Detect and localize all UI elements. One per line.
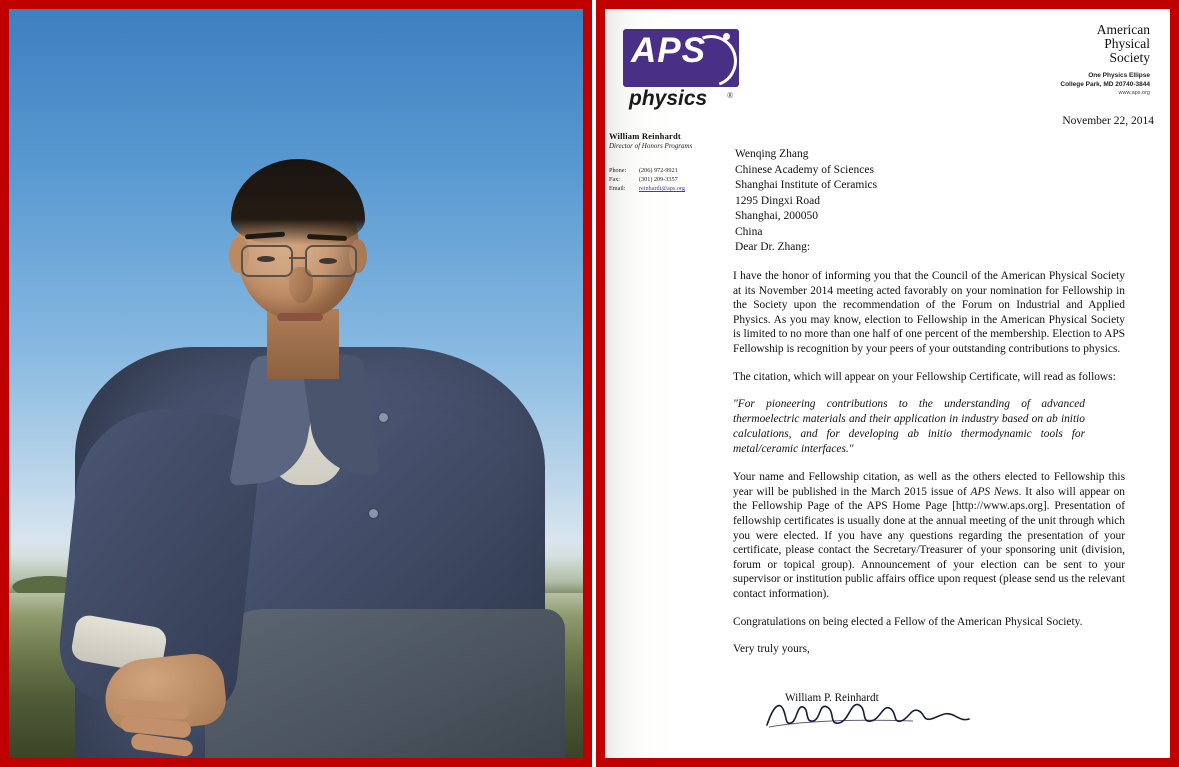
- org-address-line-1: One Physics Ellipse: [1088, 72, 1150, 79]
- person-figure: [9, 9, 583, 758]
- salutation: Dear Dr. Zhang:: [735, 241, 811, 253]
- paragraph-congratulations: Congratulations on being elected a Fellow of the American Physical Society.: [733, 615, 1083, 628]
- aps-letter-document: [605, 9, 1170, 758]
- aps-logo-badge: [623, 29, 739, 87]
- recipient-line-5: China: [735, 225, 763, 238]
- recipient-name: Wenqing Zhang: [735, 148, 809, 160]
- fellowship-citation: "For pioneering contributions to the understanding of advanced thermoelectric materials and their application in industry based on ab initio calculations, and for developing ab initio thermodynamic tools for metal/ceramic interfaces.": [733, 398, 1085, 456]
- letter-date: November 22, 2014: [1062, 115, 1154, 127]
- org-name-line-2: Physical: [1104, 36, 1150, 51]
- org-address-line-2: College Park, MD 20740-3844: [1060, 80, 1150, 88]
- glasses-bridge: [289, 257, 305, 259]
- recipient-line-4: Shanghai, 200050: [735, 210, 819, 222]
- lens-right: [305, 245, 357, 277]
- aps-logo-text: APS: [631, 31, 706, 70]
- aps-logo: [623, 29, 739, 115]
- signer-name: William P. Reinhardt: [785, 691, 879, 704]
- fax-label: Fax:: [609, 176, 621, 183]
- lens-left: [241, 245, 293, 277]
- signature-block: [733, 691, 1125, 737]
- paragraph-citation-intro: The citation, which will appear on your Fellowship Certificate, will read as follows:: [733, 370, 1116, 383]
- email-link[interactable]: reinhardt@aps.org: [639, 185, 685, 192]
- nose: [289, 267, 313, 303]
- portrait-photo: [9, 9, 583, 758]
- letter-body: [733, 269, 1125, 737]
- publication-part-1: Your name and Fellowship citation, as well as the others elected to Fellowship this year will be published in the March 2015 issue of: [733, 471, 1125, 498]
- aps-dot-icon: [723, 33, 730, 40]
- org-name-line-1: American: [1096, 22, 1150, 37]
- registered-mark: ®: [727, 91, 734, 100]
- letterhead: [619, 17, 1152, 129]
- sender-title: Director of Honors Programs: [609, 142, 693, 150]
- closing-line: Very truly yours,: [733, 643, 810, 656]
- organization-block: [1060, 23, 1150, 96]
- signature-icon: [763, 691, 973, 735]
- recipient-address: [735, 147, 877, 240]
- letter-panel: [596, 0, 1179, 767]
- paragraph-nomination: I have the honor of informing you that the Council of the American Physical Society at its November 2014 meeting acted favorably on your nomination for Fellowship in the Society upon the recommendation of the Forum on Industrial and Applied Physics. As you may know, election to Fellowship in the American Physical Society is limited to no more than one half of one percent of the membership. Election to APS Fellowship is recognition by your peers of your outstanding contributions to physics.: [733, 270, 1125, 355]
- recipient-line-3: 1295 Dingxi Road: [735, 194, 820, 207]
- phone-value: (206) 972-9921: [639, 167, 678, 174]
- org-website: www.aps.org: [1118, 90, 1150, 96]
- mouth: [277, 313, 323, 321]
- recipient-line-1: Chinese Academy of Sciences: [735, 163, 874, 176]
- paragraph-publication: [733, 470, 1125, 601]
- recipient-line-2: Shanghai Institute of Ceramics: [735, 179, 878, 191]
- trousers: [205, 609, 565, 767]
- email-label: Email:: [609, 185, 626, 192]
- phone-label: Phone:: [609, 167, 627, 174]
- fax-value: (301) 209-3357: [639, 176, 678, 183]
- org-name-line-3: Society: [1109, 50, 1150, 65]
- sender-name: William Reinhardt: [609, 131, 681, 141]
- hair: [231, 159, 365, 245]
- jacket-button: [369, 509, 378, 518]
- jacket-button: [379, 413, 388, 422]
- aps-news-reference: APS News: [970, 485, 1019, 498]
- aps-logo-subtitle: physics: [629, 87, 708, 110]
- publication-part-2: . It also will appear on the Fellowship Page of the APS Home Page [http://www.aps.org]. Presentation of fellowship certificates is usually done at the annual meeting of the unit through which you were elected. If you have any questions regarding the presentation of your certificate, please contact the Secretary/Treasurer of your sponsoring unit (division, forum or topical group). Announcement of your election can be sent to your supervisor or institution public affairs office upon request (please send us the relevant contact information).: [733, 485, 1125, 600]
